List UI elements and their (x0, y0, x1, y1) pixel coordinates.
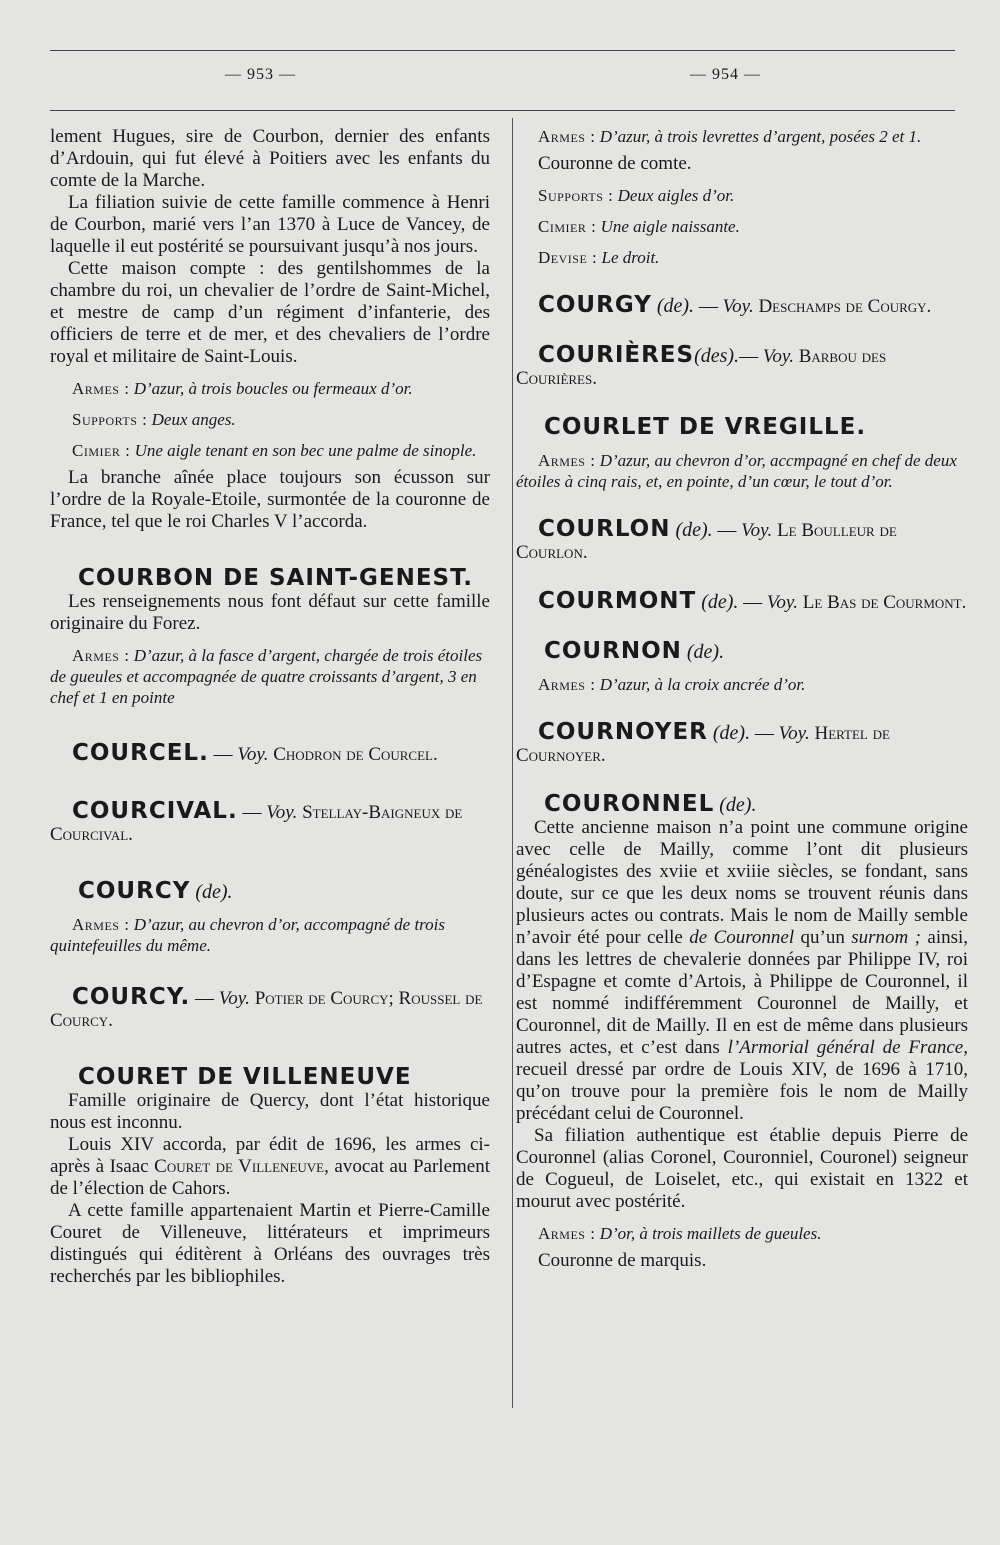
cross-reference: Le Boulleur de Courlon. (516, 520, 897, 563)
voy-ref: Voy. (766, 592, 799, 613)
supports-label: Supports : (538, 186, 614, 205)
armes-line (516, 674, 968, 695)
entry-heading: COURMONT (de). — Voy. Le Bas de Courmont. (538, 588, 967, 614)
paragraph: Cette maison compte : des gentilshommes de la chambre du roi, un chevalier de l’ordre de Saint-Michel, et mestre de camp d’un régiment d’infanterie, des officiers de terre et de mer, et des chevaliers de l’ordre royal et militaire de Saint-Louis. (50, 258, 490, 367)
cimier-label: Cimier : (538, 217, 597, 236)
paragraph: La branche aînée place toujours son écusson sur l’ordre de la Royale-Etoile, surmontée de la couronne de France, tel que le roi Charles V l’accorda. (50, 467, 490, 532)
entry-heading: COURIÈRES(des).— Voy. Barbou des Courières. (516, 342, 887, 389)
devise-label: Devise : (538, 248, 598, 267)
supports-text: Deux aigles d’or. (617, 186, 735, 205)
entry-name: COURLON (538, 516, 671, 542)
armes-text: D’or, à trois maillets de gueules. (599, 1224, 822, 1243)
entry-heading: COURNOYER (de). — Voy. Hertel de Cournoyer. (516, 719, 890, 766)
entry-name: COURNON (544, 638, 682, 664)
armes-line (516, 1223, 968, 1244)
page-number-left: — 953 — (225, 66, 296, 83)
entry-heading: COURCY (de). (78, 878, 233, 904)
armes-label: Armes : (538, 451, 596, 470)
cimier-line (516, 216, 968, 237)
entry-name: COURET DE VILLENEUVE (78, 1064, 412, 1090)
voy-ref: Voy. (218, 988, 250, 1009)
entry-heading (516, 416, 968, 440)
entry-name: COURCY (78, 878, 191, 904)
couronne-line: Couronne de comte. (538, 153, 692, 174)
entry-heading: COURCEL. — Voy. Chodron de Courcel. (72, 740, 438, 766)
paragraph: Les renseignements nous font défaut sur cette famille originaire du Forez. (50, 591, 490, 634)
supports-label: Supports : (72, 410, 148, 429)
paragraph: Cette ancienne maison n’a point une commune origine avec celle de Mailly, comme l’ont dit plusieurs généalogistes des xviie et xviiie siècles, se fondant, sans doute, sur ce que les deux noms se trouvent réunis dans plusieurs actes ou contrats. Mais le nom de Mailly semble n’avoir été pour celle de Couronnel qu’un surnom ; ainsi, dans les lettres de chevalerie données par Philippe IV, roi d’Espagne et comte d’Artois, à Philippe de Couronnel, il est nommé indifféremment Couronnel de Mailly, et Couronnel, dit de Mailly. Il en est de même dans plusieurs autres actes, et c’est dans l’Armorial général de France, recueil dressé par ordre de Louis XIV, de 1696 à 1710, qu’on trouve pour la première fois le nom de Mailly précédant celui de Couronnel. (516, 817, 969, 1124)
cimier-line (50, 440, 490, 461)
armes-label: Armes : (72, 915, 130, 934)
armes-line (516, 450, 968, 492)
armes-label: Armes : (538, 1224, 596, 1243)
entry-heading: COURCIVAL. — Voy. Stellay-Baigneux de Courcival. (50, 798, 463, 845)
paragraph: A cette famille appartenaient Martin et Pierre-Camille Couret de Villeneuve, littérateurs et imprimeurs distingués qui éditèrent à Orléans des ouvrages très recherchés par les bibliophiles. (50, 1200, 490, 1287)
page-number-right: — 954 — (690, 66, 761, 83)
entry-heading: COURONNEL (de). (544, 791, 757, 817)
entry-name: COURBON DE SAINT-GENEST. (78, 565, 474, 591)
entry-name: COURLET DE VREGILLE. (544, 414, 867, 440)
right-column (516, 126, 968, 1276)
column-divider (512, 118, 513, 1408)
armes-text: D’azur, à trois levrettes d’argent, posées 2 et 1. (599, 127, 922, 146)
paragraph: Famille originaire de Quercy, dont l’état historique nous est inconnu. (50, 1090, 490, 1133)
voy-ref: Voy. (741, 520, 773, 541)
voy-ref: Voy. (778, 723, 810, 744)
paragraph: Sa filiation authentique est établie depuis Pierre de Couronnel (alias Coronel, Couronniel, Couronel) seigneur de Cogueul, de Loiselet, etc., qui existait en 1322 et mourut avec postérité. (516, 1125, 968, 1212)
armes-text: D’azur, au chevron d’or, accmpagné en chef de deux étoiles à cinq rais, et, en pointe, d’un cœur, le tout d’or. (516, 451, 957, 491)
supports-text: Deux anges. (151, 410, 236, 429)
armes-label: Armes : (538, 127, 596, 146)
armes-label: Armes : (72, 379, 130, 398)
armes-text: D’azur, à trois boucles ou fermeaux d’or. (133, 379, 413, 398)
entry-name: COURCIVAL. (72, 798, 238, 824)
cimier-text: Une aigle tenant en son bec une palme de sinople. (134, 441, 477, 460)
paragraph: La filiation suivie de cette famille commence à Henri de Courbon, marié vers l’an 1370 à Luce de Vancey, de laquelle il eut postérité se poursuivant jusqu’à nos jours. (50, 192, 490, 257)
header-rule (50, 110, 955, 111)
entry-heading: COURGY (de). — Voy. Deschamps de Courgy. (538, 292, 932, 318)
entry-heading: COURCY. — Voy. Potier de Courcy; Roussel de Courcy. (50, 984, 483, 1031)
voy-ref: Voy. (237, 744, 269, 765)
supports-line (516, 185, 968, 206)
paragraph: lement Hugues, sire de Courbon, dernier des enfants d’Ardouin, qui fut élevé à Poitiers avec les enfants du comte de la Marche. (50, 126, 490, 191)
armes-label: Armes : (538, 675, 596, 694)
top-rule (50, 50, 955, 51)
entry-heading: COURLON (de). — Voy. Le Boulleur de Courlon. (516, 516, 897, 563)
voy-ref: Voy. (762, 346, 794, 367)
cross-reference: Deschamps de Courgy. (753, 296, 932, 317)
entry-heading (50, 1066, 490, 1090)
entry-heading: COURNON (de). (544, 638, 725, 664)
entry-name: COURCEL. (72, 740, 209, 766)
entry-name: COURGY (538, 292, 652, 318)
entry-name: COURNOYER (538, 719, 708, 745)
cross-reference: Stellay-Baigneux de Courcival. (50, 802, 463, 845)
cross-reference: Chodron de Courcel. (268, 744, 438, 765)
supports-line (50, 409, 490, 430)
armes-line (50, 914, 490, 956)
cross-reference: Barbou des Courières. (516, 346, 887, 389)
armes-text: D’azur, à la fasce d’argent, chargée de trois étoiles de gueules et accompagnée de quatre croissants d’argent, 3 en chef et 1 en pointe (50, 646, 483, 707)
cross-reference: Hertel de Cournoyer. (516, 723, 890, 766)
left-column (50, 126, 490, 1288)
cimier-label: Cimier : (72, 441, 131, 460)
devise-text: Le droit. (601, 248, 660, 267)
paragraph: Louis XIV accorda, par édit de 1696, les armes ci-après à Isaac Couret de Villeneuve, avocat au Parlement de l’élection de Cahors. (50, 1134, 490, 1199)
entry-name: COURIÈRES (538, 342, 695, 368)
devise-line (516, 247, 968, 268)
armes-text: D’azur, au chevron d’or, accompagné de trois quintefeuilles du même. (50, 915, 445, 955)
entry-name: COURONNEL (544, 791, 715, 817)
couronne-line: Couronne de marquis. (538, 1250, 707, 1271)
armes-text: D’azur, à la croix ancrée d’or. (599, 675, 806, 694)
entry-name: COURMONT (538, 588, 697, 614)
cross-reference: Potier de Courcy; Roussel de Courcy. (50, 988, 483, 1031)
entry-name: COURCY. (72, 984, 191, 1010)
voy-ref: Voy. (722, 296, 754, 317)
armes-line (516, 126, 968, 147)
armes-line (50, 378, 490, 399)
entry-heading (50, 567, 490, 591)
cimier-text: Une aigle naissante. (600, 217, 740, 236)
cross-reference: Le Bas de Courmont. (798, 592, 967, 613)
armes-label: Armes : (72, 646, 130, 665)
armes-line (50, 645, 490, 708)
voy-ref: Voy. (266, 802, 298, 823)
